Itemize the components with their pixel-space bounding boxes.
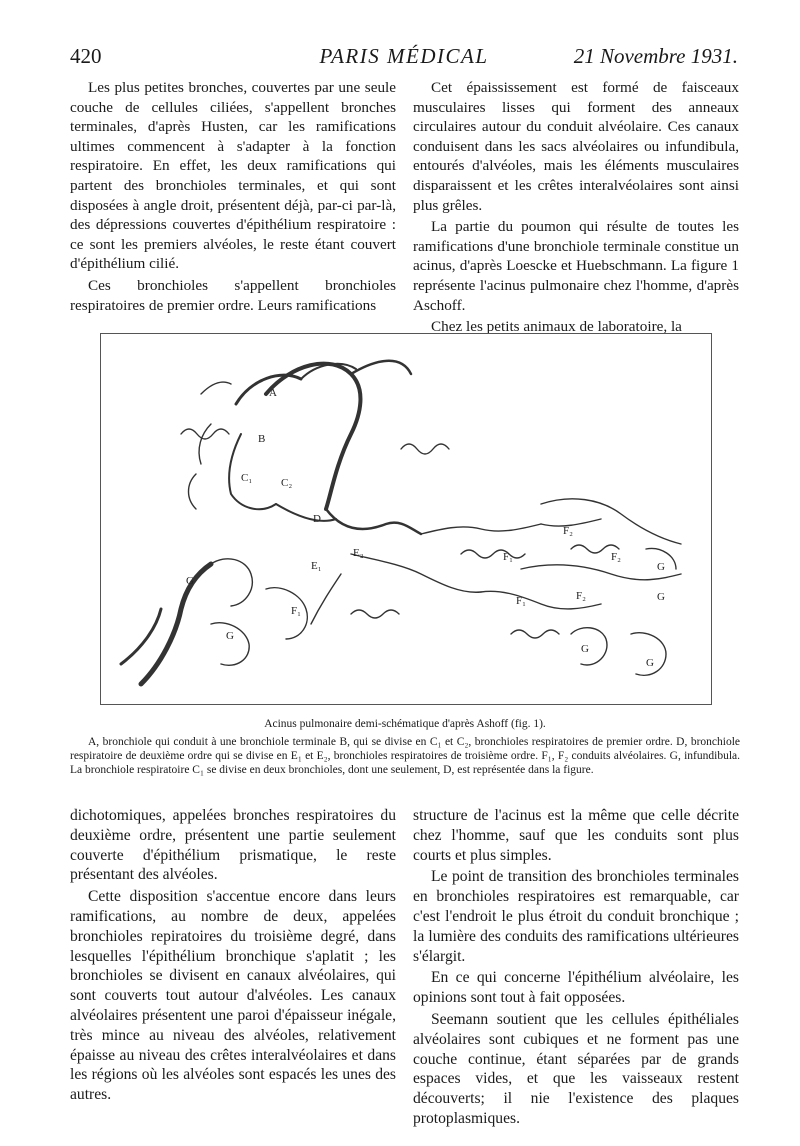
acinus-illustration bbox=[101, 334, 711, 704]
label-F1: F₁ bbox=[503, 551, 513, 563]
label-F1: F₁ bbox=[516, 595, 526, 607]
issue-date: 21 Novembre 1931. bbox=[573, 44, 738, 68]
paragraph: Seemann soutient que les cellules épithéliales alvéolaires sont cubiques et ne forment pas une couche continue, étant séparées par de grands espaces vides, et que les vaisseaux restent découverts; il nie l'existence des plaques protoplasmiques. bbox=[413, 1010, 739, 1127]
label-E1: E₁ bbox=[311, 560, 322, 572]
text-column-bottom-left bbox=[70, 806, 396, 1107]
paragraph: Cette disposition s'accentue encore dans leurs ramifications, au nombre de deux, appelées bronchioles repiratoires du troisième degré, dans lesquelles l'épithélium bronchique s'aplatit ; les bronchioles se divisent en canaux alvéolaires, qui sont couverts tout autour d'alvéoles. Les canaux alvéolaires présentent une paroi d'épaisseur inégale, très mince au niveau des alvéoles, relativement épaisse au niveau des crêtes interalvéolaires et dans les régions où les alvéoles sont espacés les unes des autres. bbox=[70, 888, 396, 1104]
figure-caption-body: A, bronchiole qui conduit à une bronchiole terminale B, qui se divise en C₁ et C₂, bronchioles respiratoires de premier ordre. D, bronchiole respiratoire de deuxième ordre qui se divise en E₁ et E₂, bronchioles respiratoires de troisième ordre. F₁, F₂ conduits alvéolaires. G, infundibula. La bronchiole respiratoire C₁ se divise en deux bronchioles, dont une seulement, D, est représentée dans la figure. bbox=[70, 736, 740, 777]
text-column-top-left bbox=[70, 78, 396, 317]
label-B: B bbox=[258, 433, 266, 445]
label-G: G bbox=[657, 591, 665, 603]
label-F2: F₂ bbox=[611, 551, 621, 563]
acinus-figure bbox=[100, 333, 712, 705]
paragraph: En ce qui concerne l'épithélium alvéolaire, les opinions sont tout à fait opposées. bbox=[413, 969, 739, 1007]
figure-caption-title: Acinus pulmonaire demi-schématique d'après Ashoff (fig. 1). bbox=[264, 718, 546, 730]
text-column-bottom-right bbox=[413, 806, 739, 1131]
paragraph: La partie du poumon qui résulte de toutes les ramifications d'une bronchiole terminale constitue un acinus, d'après Loescke et Huebschmann. La figure 1 représente l'acinus pulmonaire chez l'homme, d'après Aschoff. bbox=[413, 218, 739, 314]
label-C1: C₁ bbox=[241, 472, 253, 484]
journal-title: PARIS MÉDICAL bbox=[319, 44, 489, 68]
label-C2: C₂ bbox=[281, 477, 293, 489]
paragraph: Cet épaississement est formé de faisceaux musculaires lisses qui forment des anneaux circulaires autour du conduit alvéolaire. Ces canaux conduisent dans les sacs alvéolaires ou infundibula, entourés d'alvéoles, mais les éléments musculaires disparaissent et les crêtes interalvéolaires sont ainsi plus grêles. bbox=[413, 79, 739, 214]
label-G: G bbox=[646, 657, 654, 669]
label-G: G bbox=[226, 630, 234, 642]
label-G: G bbox=[581, 643, 589, 655]
label-D: D bbox=[313, 513, 321, 525]
label-F2: F₂ bbox=[576, 590, 586, 602]
paragraph: structure de l'acinus est la même que celle décrite chez l'homme, sauf que les conduits sont plus courts et plus simples. bbox=[413, 807, 739, 864]
label-E2: E₂ bbox=[353, 547, 364, 559]
label-F2: F₂ bbox=[563, 525, 573, 537]
paragraph: Chez les petits animaux de laboratoire, la bbox=[431, 318, 682, 336]
label-A: A bbox=[269, 387, 277, 399]
page-header bbox=[70, 44, 738, 74]
paragraph: Les plus petites bronches, couvertes par une seule couche de cellules ciliées, s'appellent bronches terminales, d'après Husten, car les ramifications ultimes commencent à s'adapter à la fonction respiratoire. En effet, les deux ramifications qui partent des bronchioles terminales, et qui sont disposées à angle droit, présentent déjà, par-ci par-là, des dépressions couvertes d'épithélium respiratoire : ce sont les premiers alvéoles, le reste étant couvert d'épithélium cilié. bbox=[70, 79, 396, 273]
label-G: G bbox=[186, 575, 194, 587]
page-number: 420 bbox=[70, 44, 102, 68]
text-column-top-right bbox=[413, 78, 739, 339]
paragraph: Ces bronchioles s'appellent bronchioles respiratoires de premier ordre. Leurs ramifications bbox=[70, 276, 396, 314]
paragraph: dichotomiques, appelées bronches respiratoires du deuxième ordre, présentent une partie seulement couverte d'épithélium prismatique, le reste présentant des alvéoles. bbox=[70, 807, 396, 884]
label-F1: F₁ bbox=[291, 605, 301, 617]
paragraph: Le point de transition des bronchioles terminales en bronchioles respiratoires est remarquable, car c'est l'endroit le plus étroit du conduit bronchique ; la lumière des conduits des ramifications ultérieures s'élargit. bbox=[413, 868, 739, 965]
label-G: G bbox=[657, 561, 665, 573]
